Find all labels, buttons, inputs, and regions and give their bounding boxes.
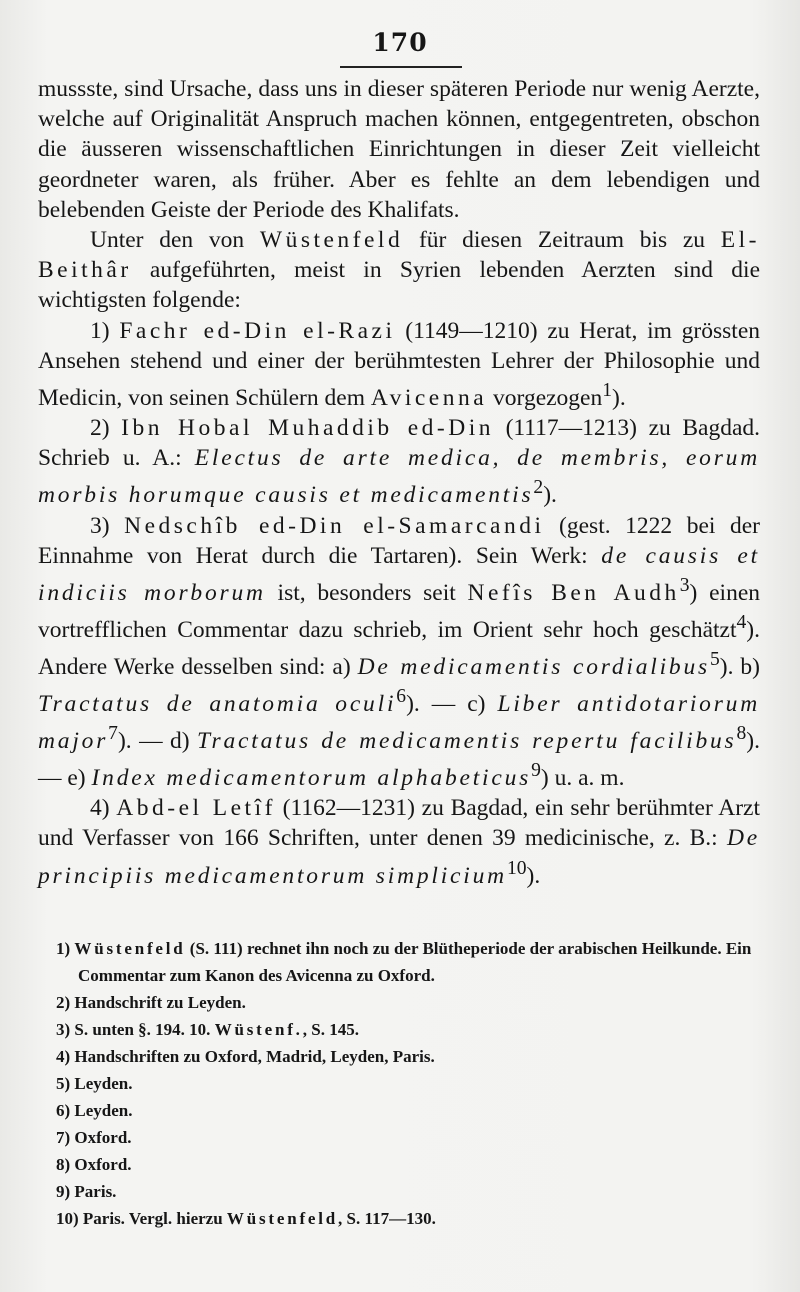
footnote-7: 7) Oxford.	[56, 1128, 132, 1147]
footnote-ref: 10	[506, 857, 527, 879]
work-title: De principiis medicamentorum simplicium	[38, 825, 760, 889]
footnote-ref: 7	[108, 723, 118, 745]
footnote-ref: 9	[531, 760, 541, 782]
entry-3: 3) Nedschîb ed-Din el-Samarcandi (gest. 1222 bei der Einnahme von Herat durch die Tartaren). Sein Werk: de causis et indiciis morborum ist, besonders seit Nefîs Ben Audh$^3$) einen vortrefflichen Commentar dazu schrieb, im Orient sehr hoch geschätzt$^4$). Andere Werke desselben sind: a) De medicamentis cordialibus$^5$). b) Tractatus de anatomia oculi$^6$). — c) Liber antidotariorum major$^7$). — d) Tractatus de medicamentis repertu facilibus$^8$). — e) Index medicamentorum alphabeticus$^9$) u. a. m.	[38, 512, 761, 791]
author-name: Wüstenf.	[214, 1020, 303, 1039]
footnote-ref: 1	[602, 380, 613, 402]
footnote-ref: 4	[736, 611, 747, 633]
footnote-3: 3) S. unten §. 194. 10. Wüstenf., S. 145.	[56, 1020, 359, 1039]
footnote-10: 10) Paris. Vergl. hierzu Wüstenfeld, S. 117—130.	[56, 1209, 436, 1228]
author-name: Nefîs Ben Audh	[467, 579, 680, 606]
footnote-ref: 3	[679, 574, 690, 596]
footnote-ref: 5	[709, 648, 720, 670]
header-rule	[340, 66, 462, 68]
footnote-ref: 8	[736, 723, 747, 745]
footnote-2: 2) Handschrift zu Leyden.	[56, 993, 246, 1012]
paragraph-intro: Unter den von Wüstenfeld für diesen Zeitraum bis zu El-Beithâr aufgeführten, meist in Syrien lebenden Aerzten sind die wichtigsten folgende:	[38, 227, 761, 314]
work-title: de causis et indiciis morborum	[38, 542, 760, 606]
main-text	[38, 74, 760, 891]
author-name: Avicenna	[370, 384, 488, 411]
footnote-6: 6) Leyden.	[56, 1101, 133, 1120]
author-name: Wüstenfeld	[259, 227, 404, 254]
footnote-ref: 6	[396, 686, 407, 707]
footnote-1: 1) Wüstenfeld (S. 111) rechnet ihn noch zu der Blütheperiode der arabischen Heilkunde. Ein Commentar zum Kanon des Avicenna zu Oxford.	[56, 939, 752, 985]
work-title: Tractatus de anatomia oculi	[38, 690, 397, 717]
page-number: 170	[372, 28, 428, 57]
footnotes	[38, 935, 760, 1232]
work-title: De medicamentis cordialibus	[357, 653, 710, 680]
entry-1: 1) Fachr ed-Din el-Razi (1149—1210) zu Herat, im grössten Ansehen stehend und einer der berühmtesten Lehrer der Philosophie und Medicin, von seinen Schülern dem Avicenna vorgezogen$^1$).	[38, 317, 760, 411]
physician-name: Fachr ed-Din el-Razi	[119, 317, 396, 344]
work-title: Tractatus de medicamentis repertu facilibus	[196, 727, 737, 754]
entry-4: 4) Abd-el Letîf (1162—1231) zu Bagdad, ein sehr berühmter Arzt und Verfasser von 166 Schriften, unter denen 39 medicinische, z. B.: De principiis medicamentorum simplicium$^{10}$).	[38, 795, 760, 889]
footnote-ref: 2	[533, 477, 544, 499]
author-name: El-Beithâr	[38, 227, 761, 284]
footnote-8: 8) Oxford.	[56, 1155, 132, 1174]
work-title: Electus de arte medica, de membris, eorum morbis horumque causis et medicamentis	[38, 445, 760, 509]
author-name: Wüstenfeld	[226, 1209, 339, 1228]
physician-name: Ibn Hobal Muhaddib ed-Din	[121, 415, 495, 442]
author-name: Wüstenfeld	[74, 939, 186, 958]
paragraph-continuation: mussste, sind Ursache, dass uns in dieser späteren Periode nur wenig Aerzte, welche auf Originalität Anspruch machen können, entgegentreten, obschon die äusseren wissenschaftlichen Einrichtungen in dieser Zeit vielleicht geordneter waren, als früher. Aber es fehlte an dem lebendigen und belebenden Geiste der Periode des Khalifats.	[38, 76, 760, 223]
entry-2: 2) Ibn Hobal Muhaddib ed-Din (1117—1213) zu Bagdad. Schrieb u. A.: Electus de arte medica, de membris, eorum morbis horumque causis et medicamentis$^2$).	[38, 415, 760, 509]
footnote-4: 4) Handschriften zu Oxford, Madrid, Leyden, Paris.	[56, 1047, 435, 1066]
physician-name: Abd-el Letîf	[116, 795, 276, 822]
physician-name: Nedschîb ed-Din el-Samarcandi	[124, 512, 545, 539]
footnote-5: 5) Leyden.	[56, 1074, 133, 1093]
footnote-9: 9) Paris.	[56, 1182, 117, 1201]
work-title: Liber antidotariorum major	[38, 690, 760, 754]
work-title: Index medicamentorum alphabeticus	[91, 764, 532, 791]
